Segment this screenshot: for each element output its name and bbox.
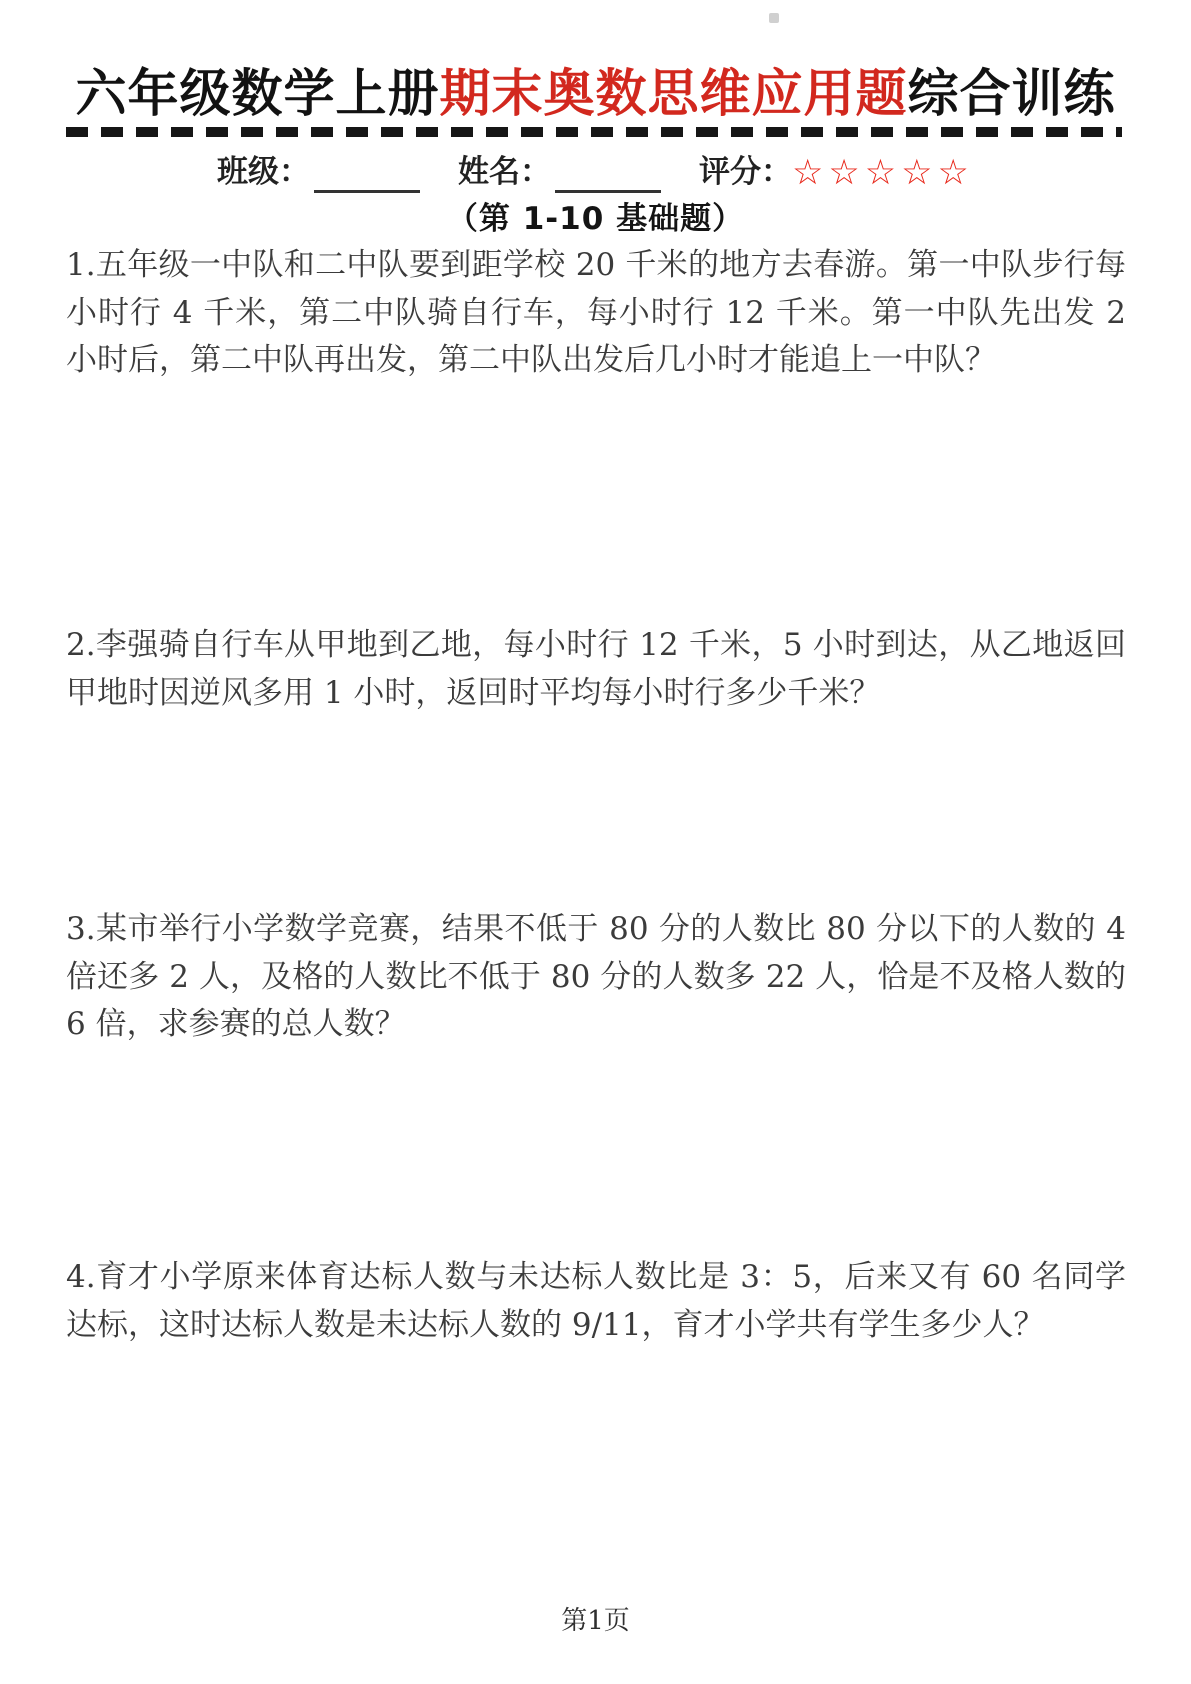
title-segment-black-left: 六年级数学上册	[75, 65, 440, 124]
title-segment-red: 期末奥数思维应用题	[439, 65, 908, 124]
meta-row	[0, 146, 1191, 193]
name-blank-line	[555, 159, 661, 193]
score-stars: ☆☆☆☆☆	[792, 153, 974, 193]
page-title	[0, 52, 1191, 126]
problem-3-text: 3.某市举行小学数学竞赛，结果不低于 80 分的人数比 80 分以下的人数的 4 倍还多 2 人，及格的人数比不低于 80 分的人数多 22 人，恰是不及格人数的 6 倍，求参赛的总人数？	[66, 911, 1126, 1042]
name-label: 姓名：	[458, 154, 552, 190]
watermark-dot	[769, 13, 779, 23]
class-label: 班级：	[217, 154, 311, 190]
problem-4-text: 4.育才小学原来体育达标人数与未达标人数比是 3：5，后来又有 60 名同学达标，这时达标人数是未达标人数的 9/11，育才小学共有学生多少人？	[66, 1259, 1126, 1343]
problem-2-text: 2.李强骑自行车从甲地到乙地，每小时行 12 千米，5 小时到达，从乙地返回甲地时因逆风多用 1 小时，返回时平均每小时行多少千米？	[66, 627, 1126, 711]
problem-1-text: 1.五年级一中队和二中队要到距学校 20 千米的地方去春游。第一中队步行每小时行 4 千米，第二中队骑自行车，每小时行 12 千米。第一中队先出发 2 小时后，第二中队再出发，第二中队出发后几小时才能追上一中队？	[66, 247, 1126, 378]
section-heading: （第 1-10 基础题）	[446, 201, 745, 237]
class-blank-line	[314, 159, 420, 193]
score-label: 评分：	[699, 154, 793, 190]
page-number: 第1页	[561, 1606, 630, 1636]
title-dashed-divider	[66, 127, 1122, 137]
title-segment-black-right: 综合训练	[907, 65, 1116, 124]
